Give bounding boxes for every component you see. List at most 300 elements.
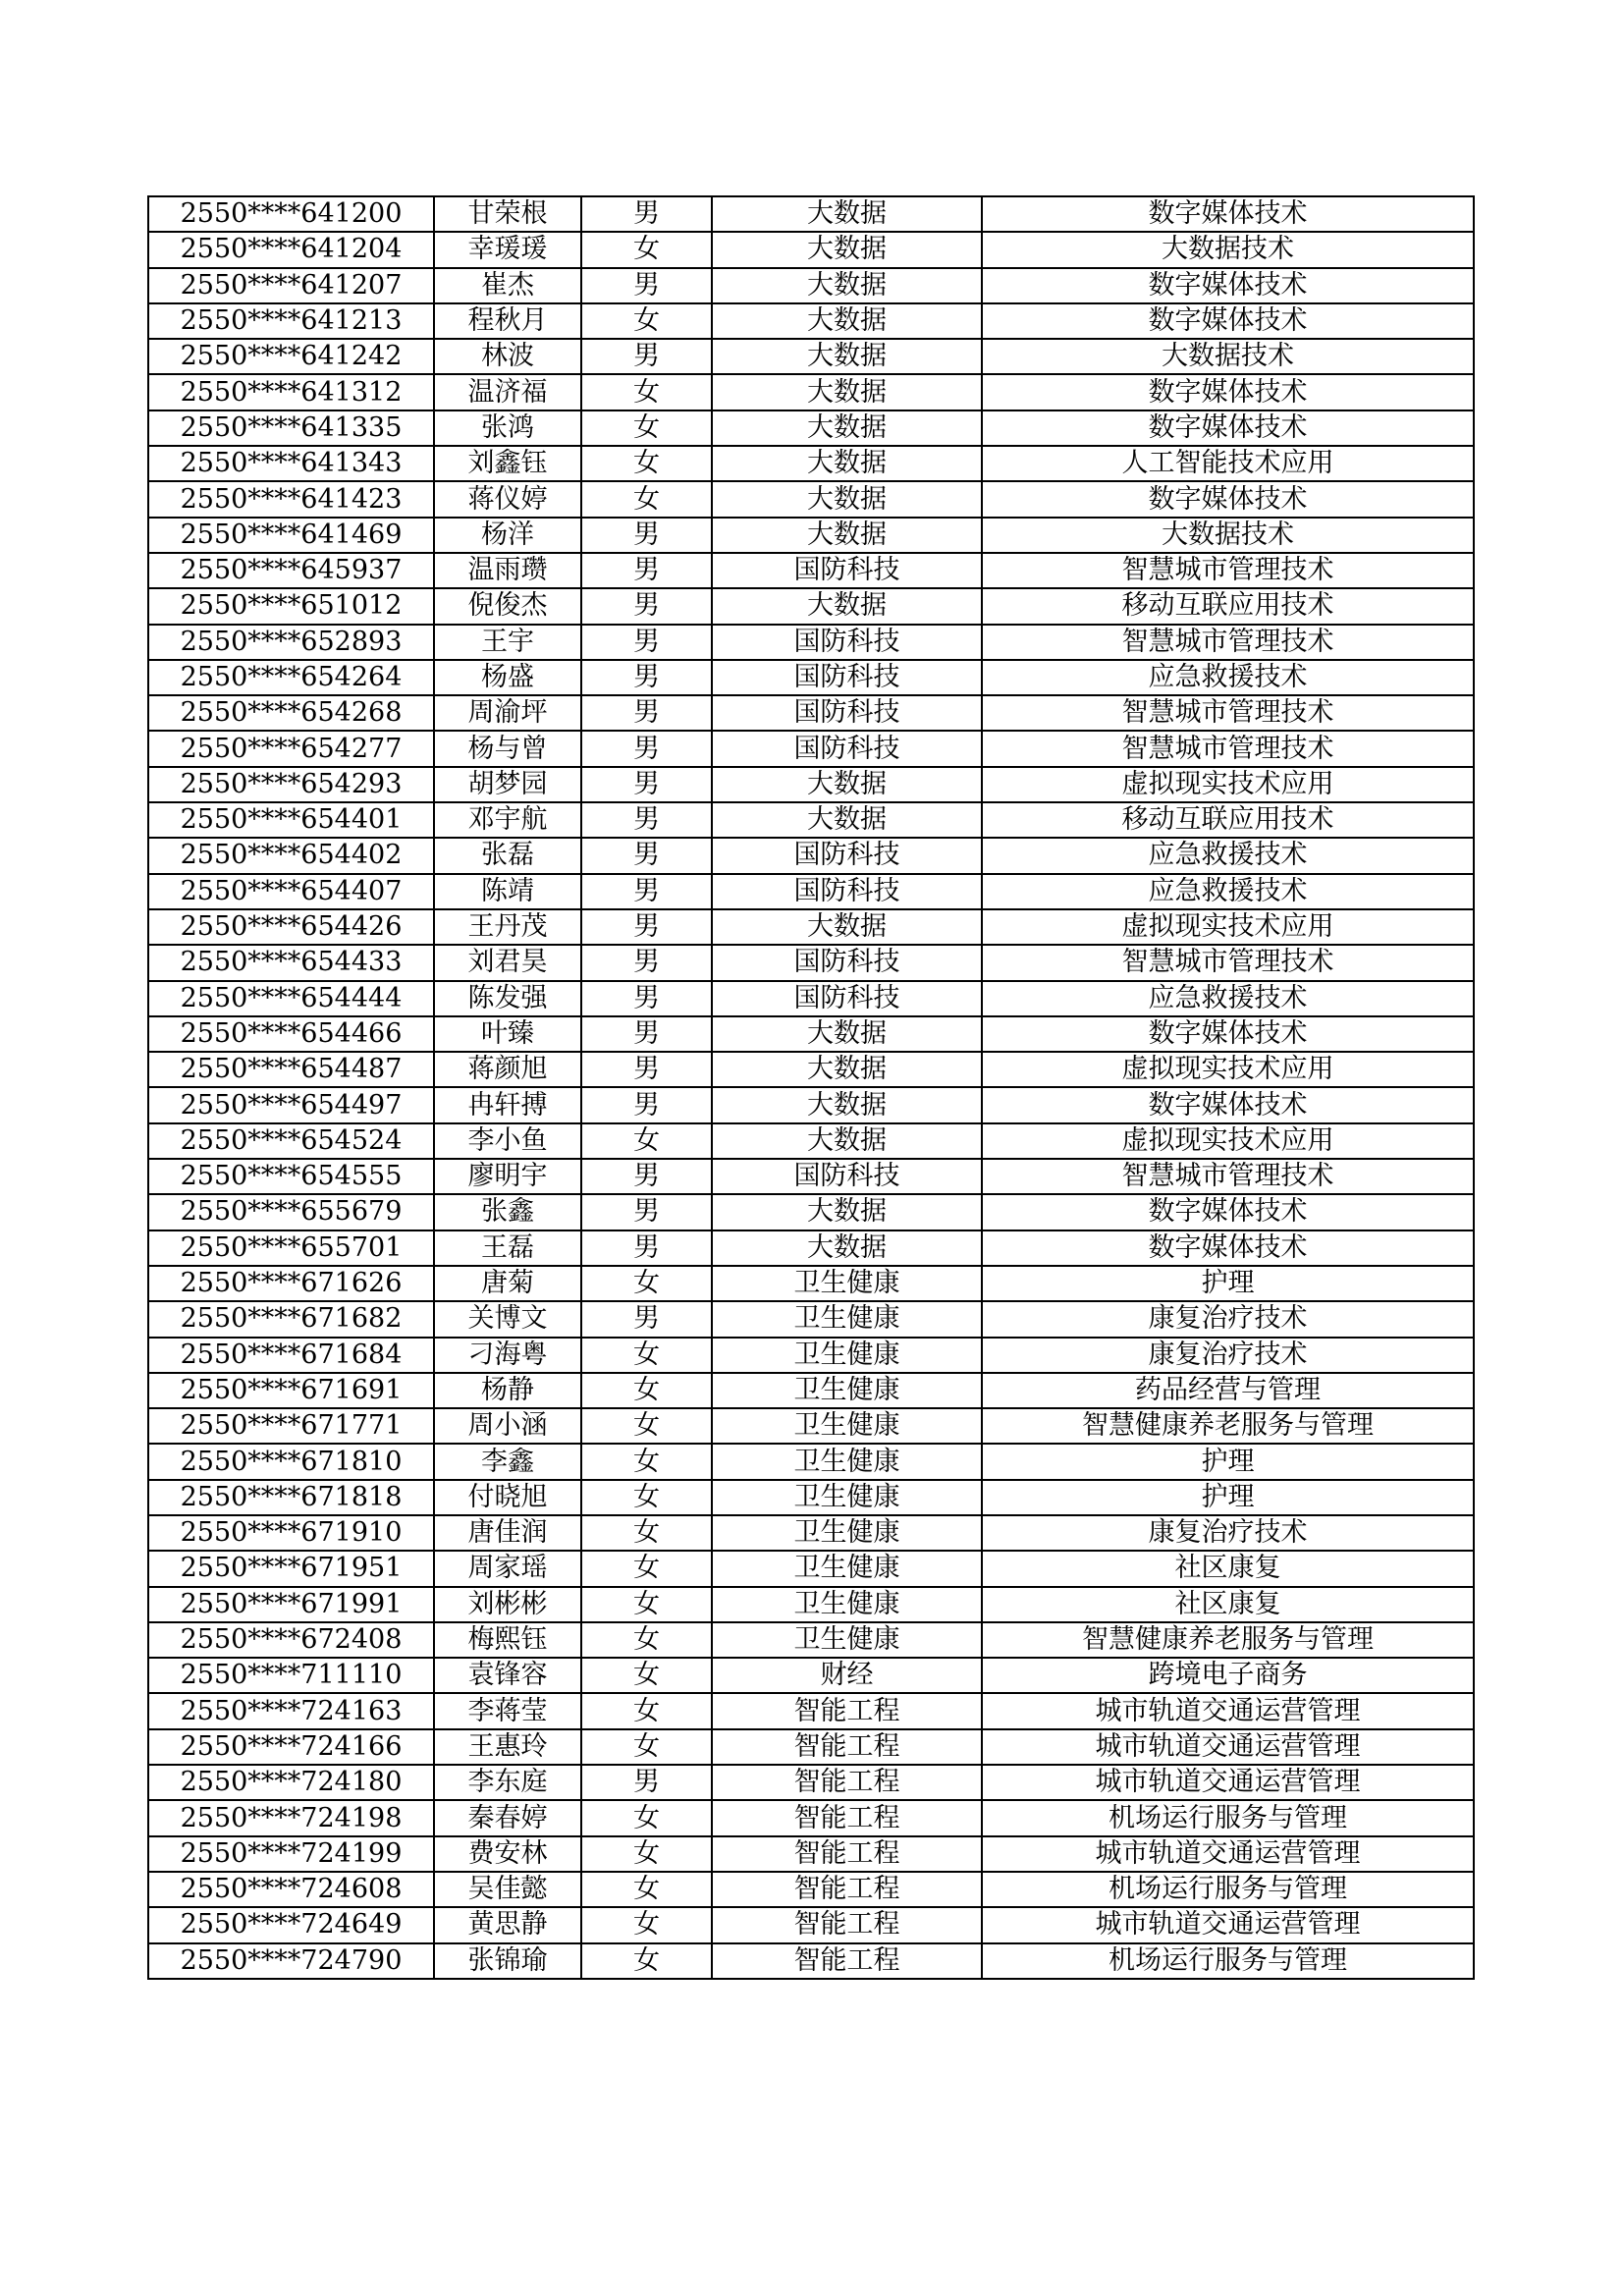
department-cell: 大数据: [712, 1230, 982, 1266]
table-row: [148, 1266, 1474, 1301]
gender-cell: 男: [581, 1765, 712, 1800]
department-cell: 卫生健康: [712, 1444, 982, 1479]
student-name-cell: 周渝坪: [434, 695, 581, 731]
major-cell: 城市轨道交通运营管理: [982, 1907, 1474, 1942]
gender-cell: 男: [581, 660, 712, 695]
department-cell: 卫生健康: [712, 1515, 982, 1551]
table-row: [148, 339, 1474, 374]
student-name-cell: 黄思静: [434, 1907, 581, 1942]
student-name-cell: 廖明宇: [434, 1159, 581, 1194]
student-name-cell: 唐菊: [434, 1266, 581, 1301]
student-id-cell: 2550****641204: [148, 232, 434, 267]
major-cell: 城市轨道交通运营管理: [982, 1765, 1474, 1800]
table-row: [148, 1408, 1474, 1444]
table-row: [148, 1658, 1474, 1693]
student-id-cell: 2550****654487: [148, 1052, 434, 1087]
table-row: [148, 838, 1474, 873]
major-cell: 跨境电子商务: [982, 1658, 1474, 1693]
department-cell: 大数据: [712, 410, 982, 446]
gender-cell: 女: [581, 1123, 712, 1159]
major-cell: 智慧城市管理技术: [982, 1159, 1474, 1194]
department-cell: 大数据: [712, 232, 982, 267]
table-row: [148, 374, 1474, 410]
department-cell: 智能工程: [712, 1907, 982, 1942]
gender-cell: 女: [581, 481, 712, 517]
major-cell: 虚拟现实技术应用: [982, 767, 1474, 802]
gender-cell: 男: [581, 1159, 712, 1194]
major-cell: 康复治疗技术: [982, 1301, 1474, 1337]
student-name-cell: 杨静: [434, 1373, 581, 1408]
table-row: [148, 1693, 1474, 1728]
student-id-cell: 2550****641335: [148, 410, 434, 446]
department-cell: 智能工程: [712, 1836, 982, 1872]
table-row: [148, 481, 1474, 517]
gender-cell: 女: [581, 1480, 712, 1515]
table-row: [148, 1016, 1474, 1052]
student-name-cell: 李蒋莹: [434, 1693, 581, 1728]
gender-cell: 男: [581, 518, 712, 553]
student-name-cell: 吴佳懿: [434, 1872, 581, 1907]
major-cell: 社区康复: [982, 1587, 1474, 1622]
student-name-cell: 幸瑗瑗: [434, 232, 581, 267]
table-row: [148, 588, 1474, 624]
department-cell: 国防科技: [712, 625, 982, 660]
major-cell: 智慧城市管理技术: [982, 625, 1474, 660]
major-cell: 大数据技术: [982, 339, 1474, 374]
department-cell: 国防科技: [712, 874, 982, 909]
major-cell: 数字媒体技术: [982, 303, 1474, 339]
gender-cell: 男: [581, 1194, 712, 1230]
table-row: [148, 981, 1474, 1016]
gender-cell: 女: [581, 1907, 712, 1942]
student-id-cell: 2550****654407: [148, 874, 434, 909]
gender-cell: 女: [581, 232, 712, 267]
gender-cell: 女: [581, 1729, 712, 1765]
student-name-cell: 付晓旭: [434, 1480, 581, 1515]
department-cell: 国防科技: [712, 838, 982, 873]
major-cell: 城市轨道交通运营管理: [982, 1693, 1474, 1728]
table-row: [148, 196, 1474, 232]
student-name-cell: 张锦瑜: [434, 1943, 581, 1979]
gender-cell: 女: [581, 1622, 712, 1658]
table-row: [148, 1194, 1474, 1230]
major-cell: 智慧城市管理技术: [982, 945, 1474, 980]
student-name-cell: 费安林: [434, 1836, 581, 1872]
department-cell: 大数据: [712, 518, 982, 553]
table-row: [148, 625, 1474, 660]
roster-body: [148, 196, 1474, 1979]
department-cell: 大数据: [712, 446, 982, 481]
student-id-cell: 2550****641312: [148, 374, 434, 410]
department-cell: 大数据: [712, 481, 982, 517]
gender-cell: 女: [581, 1515, 712, 1551]
student-name-cell: 陈发强: [434, 981, 581, 1016]
student-name-cell: 关博文: [434, 1301, 581, 1337]
major-cell: 护理: [982, 1266, 1474, 1301]
major-cell: 虚拟现实技术应用: [982, 909, 1474, 945]
table-row: [148, 1836, 1474, 1872]
student-name-cell: 杨盛: [434, 660, 581, 695]
gender-cell: 男: [581, 909, 712, 945]
student-name-cell: 胡梦园: [434, 767, 581, 802]
department-cell: 国防科技: [712, 981, 982, 1016]
student-id-cell: 2550****654401: [148, 802, 434, 838]
department-cell: 大数据: [712, 1123, 982, 1159]
major-cell: 应急救援技术: [982, 660, 1474, 695]
student-id-cell: 2550****641469: [148, 518, 434, 553]
major-cell: 护理: [982, 1480, 1474, 1515]
student-id-cell: 2550****671951: [148, 1551, 434, 1586]
student-name-cell: 周小涵: [434, 1408, 581, 1444]
major-cell: 城市轨道交通运营管理: [982, 1836, 1474, 1872]
department-cell: 国防科技: [712, 731, 982, 766]
student-name-cell: 王丹茂: [434, 909, 581, 945]
table-row: [148, 1551, 1474, 1586]
student-id-cell: 2550****724199: [148, 1836, 434, 1872]
gender-cell: 男: [581, 1301, 712, 1337]
student-id-cell: 2550****724608: [148, 1872, 434, 1907]
student-id-cell: 2550****671991: [148, 1587, 434, 1622]
major-cell: 移动互联应用技术: [982, 588, 1474, 624]
student-name-cell: 邓宇航: [434, 802, 581, 838]
student-name-cell: 林波: [434, 339, 581, 374]
student-name-cell: 蒋颜旭: [434, 1052, 581, 1087]
gender-cell: 男: [581, 339, 712, 374]
gender-cell: 女: [581, 410, 712, 446]
department-cell: 卫生健康: [712, 1622, 982, 1658]
major-cell: 人工智能技术应用: [982, 446, 1474, 481]
student-name-cell: 叶臻: [434, 1016, 581, 1052]
gender-cell: 男: [581, 588, 712, 624]
table-row: [148, 1907, 1474, 1942]
student-id-cell: 2550****641343: [148, 446, 434, 481]
student-name-cell: 崔杰: [434, 268, 581, 303]
table-row: [148, 268, 1474, 303]
major-cell: 护理: [982, 1444, 1474, 1479]
student-name-cell: 温济福: [434, 374, 581, 410]
gender-cell: 女: [581, 1587, 712, 1622]
student-id-cell: 2550****724649: [148, 1907, 434, 1942]
major-cell: 智慧健康养老服务与管理: [982, 1408, 1474, 1444]
student-name-cell: 蒋仪婷: [434, 481, 581, 517]
major-cell: 数字媒体技术: [982, 268, 1474, 303]
table-row: [148, 1765, 1474, 1800]
department-cell: 国防科技: [712, 553, 982, 588]
gender-cell: 女: [581, 1338, 712, 1373]
student-id-cell: 2550****654293: [148, 767, 434, 802]
gender-cell: 男: [581, 802, 712, 838]
department-cell: 大数据: [712, 1052, 982, 1087]
gender-cell: 男: [581, 695, 712, 731]
table-row: [148, 874, 1474, 909]
major-cell: 大数据技术: [982, 232, 1474, 267]
gender-cell: 男: [581, 981, 712, 1016]
table-row: [148, 1943, 1474, 1979]
student-name-cell: 杨与曾: [434, 731, 581, 766]
student-id-cell: 2550****672408: [148, 1622, 434, 1658]
major-cell: 数字媒体技术: [982, 1194, 1474, 1230]
major-cell: 虚拟现实技术应用: [982, 1052, 1474, 1087]
gender-cell: 女: [581, 446, 712, 481]
department-cell: 大数据: [712, 1194, 982, 1230]
gender-cell: 女: [581, 1658, 712, 1693]
table-row: [148, 303, 1474, 339]
table-row: [148, 1123, 1474, 1159]
student-id-cell: 2550****724180: [148, 1765, 434, 1800]
major-cell: 数字媒体技术: [982, 1230, 1474, 1266]
table-row: [148, 1373, 1474, 1408]
department-cell: 大数据: [712, 1087, 982, 1122]
department-cell: 大数据: [712, 196, 982, 232]
student-name-cell: 唐佳润: [434, 1515, 581, 1551]
gender-cell: 男: [581, 874, 712, 909]
gender-cell: 女: [581, 374, 712, 410]
student-name-cell: 刘君昊: [434, 945, 581, 980]
department-cell: 财经: [712, 1658, 982, 1693]
student-id-cell: 2550****671910: [148, 1515, 434, 1551]
gender-cell: 男: [581, 945, 712, 980]
student-id-cell: 2550****724163: [148, 1693, 434, 1728]
table-row: [148, 767, 1474, 802]
student-name-cell: 杨洋: [434, 518, 581, 553]
student-id-cell: 2550****724166: [148, 1729, 434, 1765]
table-row: [148, 1480, 1474, 1515]
department-cell: 大数据: [712, 1016, 982, 1052]
department-cell: 国防科技: [712, 660, 982, 695]
gender-cell: 女: [581, 303, 712, 339]
student-id-cell: 2550****654444: [148, 981, 434, 1016]
major-cell: 移动互联应用技术: [982, 802, 1474, 838]
student-id-cell: 2550****654264: [148, 660, 434, 695]
major-cell: 机场运行服务与管理: [982, 1800, 1474, 1835]
department-cell: 大数据: [712, 303, 982, 339]
student-id-cell: 2550****654426: [148, 909, 434, 945]
table-row: [148, 410, 1474, 446]
department-cell: 卫生健康: [712, 1266, 982, 1301]
student-name-cell: 程秋月: [434, 303, 581, 339]
student-name-cell: 刘彬彬: [434, 1587, 581, 1622]
student-id-cell: 2550****671691: [148, 1373, 434, 1408]
student-id-cell: 2550****654524: [148, 1123, 434, 1159]
student-id-cell: 2550****652893: [148, 625, 434, 660]
major-cell: 社区康复: [982, 1551, 1474, 1586]
student-id-cell: 2550****654277: [148, 731, 434, 766]
department-cell: 国防科技: [712, 695, 982, 731]
gender-cell: 男: [581, 838, 712, 873]
table-row: [148, 1087, 1474, 1122]
table-row: [148, 1729, 1474, 1765]
department-cell: 智能工程: [712, 1693, 982, 1728]
gender-cell: 男: [581, 268, 712, 303]
table-row: [148, 446, 1474, 481]
table-row: [148, 909, 1474, 945]
student-name-cell: 王磊: [434, 1230, 581, 1266]
student-id-cell: 2550****651012: [148, 588, 434, 624]
major-cell: 虚拟现实技术应用: [982, 1123, 1474, 1159]
student-id-cell: 2550****671818: [148, 1480, 434, 1515]
department-cell: 大数据: [712, 909, 982, 945]
department-cell: 智能工程: [712, 1943, 982, 1979]
table-row: [148, 1515, 1474, 1551]
student-name-cell: 倪俊杰: [434, 588, 581, 624]
student-name-cell: 陈靖: [434, 874, 581, 909]
student-name-cell: 张鸿: [434, 410, 581, 446]
major-cell: 数字媒体技术: [982, 1016, 1474, 1052]
gender-cell: 男: [581, 553, 712, 588]
gender-cell: 女: [581, 1408, 712, 1444]
student-id-cell: 2550****654466: [148, 1016, 434, 1052]
student-name-cell: 刘鑫钰: [434, 446, 581, 481]
department-cell: 大数据: [712, 374, 982, 410]
department-cell: 智能工程: [712, 1729, 982, 1765]
major-cell: 药品经营与管理: [982, 1373, 1474, 1408]
gender-cell: 女: [581, 1872, 712, 1907]
student-name-cell: 李小鱼: [434, 1123, 581, 1159]
student-id-cell: 2550****671771: [148, 1408, 434, 1444]
table-row: [148, 1338, 1474, 1373]
gender-cell: 女: [581, 1373, 712, 1408]
student-name-cell: 李鑫: [434, 1444, 581, 1479]
major-cell: 智慧城市管理技术: [982, 553, 1474, 588]
major-cell: 数字媒体技术: [982, 1087, 1474, 1122]
gender-cell: 男: [581, 767, 712, 802]
major-cell: 智慧健康养老服务与管理: [982, 1622, 1474, 1658]
student-id-cell: 2550****641242: [148, 339, 434, 374]
student-name-cell: 周家瑶: [434, 1551, 581, 1586]
table-row: [148, 553, 1474, 588]
department-cell: 大数据: [712, 339, 982, 374]
student-id-cell: 2550****724198: [148, 1800, 434, 1835]
major-cell: 智慧城市管理技术: [982, 731, 1474, 766]
department-cell: 大数据: [712, 268, 982, 303]
student-id-cell: 2550****645937: [148, 553, 434, 588]
student-id-cell: 2550****654555: [148, 1159, 434, 1194]
student-name-cell: 秦春婷: [434, 1800, 581, 1835]
student-id-cell: 2550****711110: [148, 1658, 434, 1693]
department-cell: 大数据: [712, 802, 982, 838]
table-row: [148, 1230, 1474, 1266]
major-cell: 数字媒体技术: [982, 374, 1474, 410]
major-cell: 应急救援技术: [982, 838, 1474, 873]
gender-cell: 女: [581, 1943, 712, 1979]
major-cell: 应急救援技术: [982, 981, 1474, 1016]
department-cell: 卫生健康: [712, 1408, 982, 1444]
gender-cell: 女: [581, 1693, 712, 1728]
table-row: [148, 802, 1474, 838]
department-cell: 卫生健康: [712, 1587, 982, 1622]
student-id-cell: 2550****655701: [148, 1230, 434, 1266]
table-row: [148, 1159, 1474, 1194]
gender-cell: 男: [581, 731, 712, 766]
student-id-cell: 2550****654433: [148, 945, 434, 980]
gender-cell: 男: [581, 1087, 712, 1122]
table-row: [148, 1301, 1474, 1337]
gender-cell: 男: [581, 1016, 712, 1052]
department-cell: 大数据: [712, 588, 982, 624]
major-cell: 数字媒体技术: [982, 481, 1474, 517]
student-name-cell: 刁海粤: [434, 1338, 581, 1373]
student-name-cell: 张鑫: [434, 1194, 581, 1230]
gender-cell: 女: [581, 1444, 712, 1479]
student-id-cell: 2550****654497: [148, 1087, 434, 1122]
major-cell: 机场运行服务与管理: [982, 1943, 1474, 1979]
department-cell: 大数据: [712, 767, 982, 802]
table-row: [148, 731, 1474, 766]
department-cell: 卫生健康: [712, 1338, 982, 1373]
table-row: [148, 1800, 1474, 1835]
table-row: [148, 1444, 1474, 1479]
student-id-cell: 2550****724790: [148, 1943, 434, 1979]
major-cell: 应急救援技术: [982, 874, 1474, 909]
department-cell: 卫生健康: [712, 1373, 982, 1408]
table-row: [148, 232, 1474, 267]
table-row: [148, 695, 1474, 731]
student-id-cell: 2550****641423: [148, 481, 434, 517]
major-cell: 康复治疗技术: [982, 1515, 1474, 1551]
table-row: [148, 1622, 1474, 1658]
department-cell: 国防科技: [712, 945, 982, 980]
gender-cell: 女: [581, 1551, 712, 1586]
table-row: [148, 518, 1474, 553]
department-cell: 卫生健康: [712, 1301, 982, 1337]
major-cell: 康复治疗技术: [982, 1338, 1474, 1373]
student-name-cell: 冉轩搏: [434, 1087, 581, 1122]
student-name-cell: 李东庭: [434, 1765, 581, 1800]
major-cell: 机场运行服务与管理: [982, 1872, 1474, 1907]
department-cell: 国防科技: [712, 1159, 982, 1194]
major-cell: 数字媒体技术: [982, 410, 1474, 446]
student-id-cell: 2550****641207: [148, 268, 434, 303]
gender-cell: 男: [581, 196, 712, 232]
major-cell: 智慧城市管理技术: [982, 695, 1474, 731]
gender-cell: 女: [581, 1836, 712, 1872]
student-name-cell: 王宇: [434, 625, 581, 660]
major-cell: 城市轨道交通运营管理: [982, 1729, 1474, 1765]
student-id-cell: 2550****671682: [148, 1301, 434, 1337]
department-cell: 智能工程: [712, 1872, 982, 1907]
table-row: [148, 1587, 1474, 1622]
gender-cell: 女: [581, 1266, 712, 1301]
department-cell: 卫生健康: [712, 1551, 982, 1586]
student-name-cell: 梅熙钰: [434, 1622, 581, 1658]
table-row: [148, 945, 1474, 980]
student-id-cell: 2550****655679: [148, 1194, 434, 1230]
department-cell: 智能工程: [712, 1800, 982, 1835]
table-row: [148, 660, 1474, 695]
student-id-cell: 2550****641200: [148, 196, 434, 232]
student-name-cell: 张磊: [434, 838, 581, 873]
student-name-cell: 温雨瓒: [434, 553, 581, 588]
student-id-cell: 2550****641213: [148, 303, 434, 339]
table-row: [148, 1872, 1474, 1907]
department-cell: 卫生健康: [712, 1480, 982, 1515]
department-cell: 智能工程: [712, 1765, 982, 1800]
major-cell: 数字媒体技术: [982, 196, 1474, 232]
student-id-cell: 2550****654402: [148, 838, 434, 873]
major-cell: 大数据技术: [982, 518, 1474, 553]
student-name-cell: 甘荣根: [434, 196, 581, 232]
table-row: [148, 1052, 1474, 1087]
student-name-cell: 王惠玲: [434, 1729, 581, 1765]
student-name-cell: 袁锋容: [434, 1658, 581, 1693]
gender-cell: 男: [581, 1052, 712, 1087]
student-id-cell: 2550****671684: [148, 1338, 434, 1373]
gender-cell: 女: [581, 1800, 712, 1835]
gender-cell: 男: [581, 1230, 712, 1266]
student-id-cell: 2550****671810: [148, 1444, 434, 1479]
student-roster-table: [147, 195, 1475, 1980]
gender-cell: 男: [581, 625, 712, 660]
